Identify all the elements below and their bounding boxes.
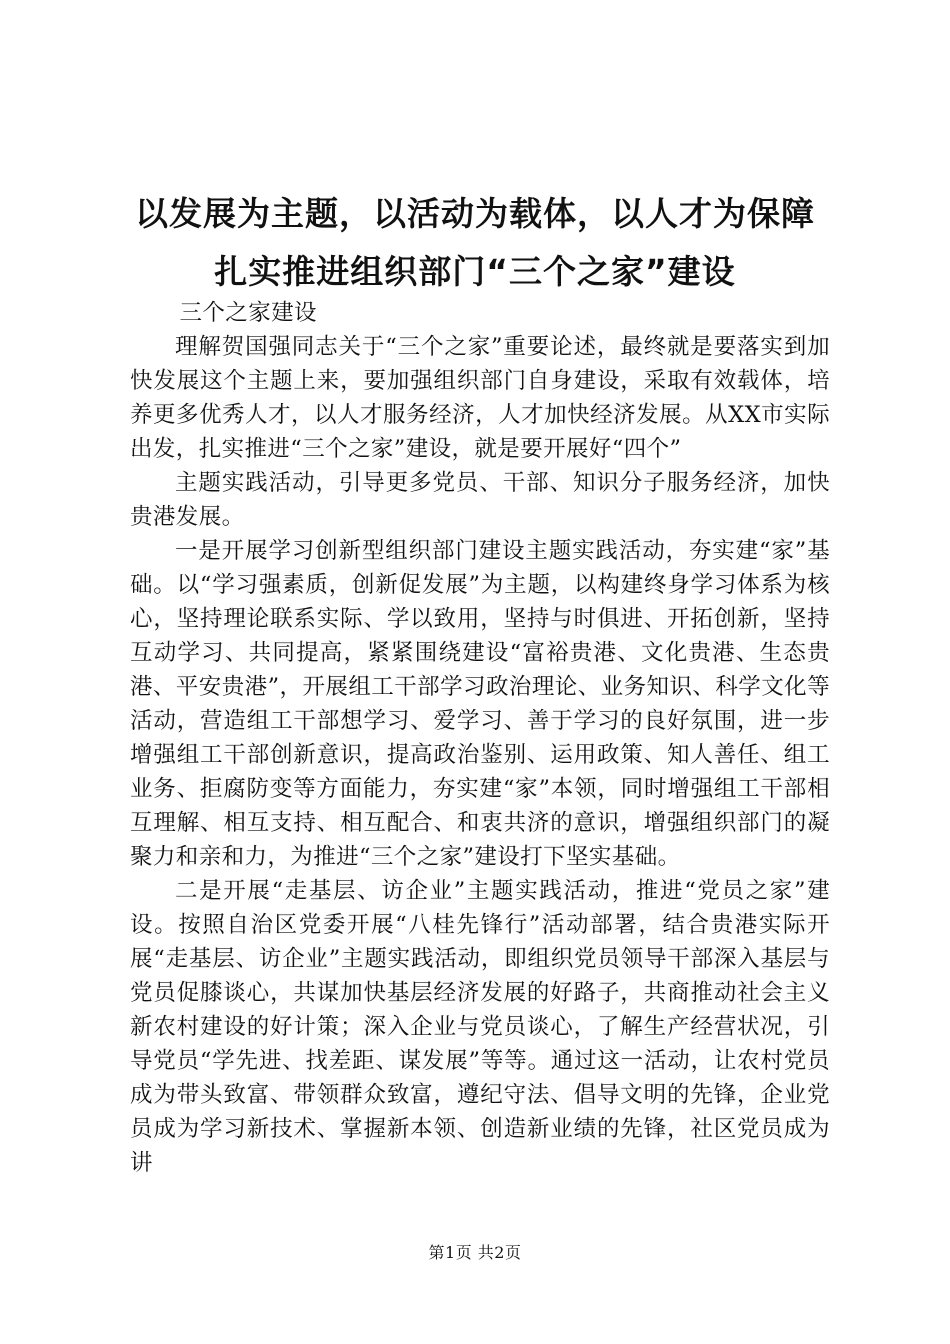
document-title-line-2: 扎实推进组织部门“三个之家”建设	[214, 252, 736, 291]
paragraph-theme: 主题实践活动，引导更多党员、干部、知识分子服务经济，加快贵港发展。	[130, 470, 830, 530]
document-body	[130, 296, 830, 1180]
paragraph-point-one: 一是开展学习创新型组织部门建设主题实践活动，夯实建“家”基础。以“学习强素质，创新促发展”为主题，以构建终身学习体系为核心，坚持理论联系实际、学以致用，坚持与时俱进、开拓创新，坚持互动学习、共同提高，紧紧围绕建设“富裕贵港、文化贵港、生态贵港、平安贵港”，开展组工干部学习政治理论、业务知识、科学文化等活动，营造组工干部想学习、爱学习、善于学习的良好氛围，进一步增强组工干部创新意识，提高政治鉴别、运用政策、知人善任、组工业务、拒腐防变等方面能力，夯实建“家”本领，同时增强组工干部相互理解、相互支持、相互配合、和衷共济的意识，增强组织部门的凝聚力和亲和力，为推进“三个之家”建设打下坚实基础。	[130, 538, 830, 870]
paragraph-subtitle: 三个之家建设	[179, 300, 317, 326]
paragraph-intro: 理解贺国强同志关于“三个之家”重要论述，最终就是要落实到加快发展这个主题上来，要加强组织部门自身建设，采取有效载体，培养更多优秀人才，以人才服务经济，人才加快经济发展。从XX市实际出发，扎实推进“三个之家”建设，就是要开展好“四个”	[130, 334, 830, 462]
page-number-footer: 第1页 共2页	[428, 1243, 522, 1262]
document-title-line-1: 以发展为主题，以活动为载体，以人才为保障	[135, 194, 815, 233]
paragraph-point-two: 二是开展“走基层、访企业”主题实践活动，推进“党员之家”建设。按照自治区党委开展“八桂先锋行”活动部署，结合贵港实际开展“走基层、访企业”主题实践活动，即组织党员领导干部深入基层与党员促膝谈心，共谋加快基层经济发展的好路子，共商推动社会主义新农村建设的好计策；深入企业与党员谈心，了解生产经营状况，引导党员“学先进、找差距、谋发展”等等。通过这一活动，让农村党员成为带头致富、带领群众致富，遵纪守法、倡导文明的先锋，企业党员成为学习新技术、掌握新本领、创造新业绩的先锋，社区党员成为讲	[130, 878, 830, 1176]
